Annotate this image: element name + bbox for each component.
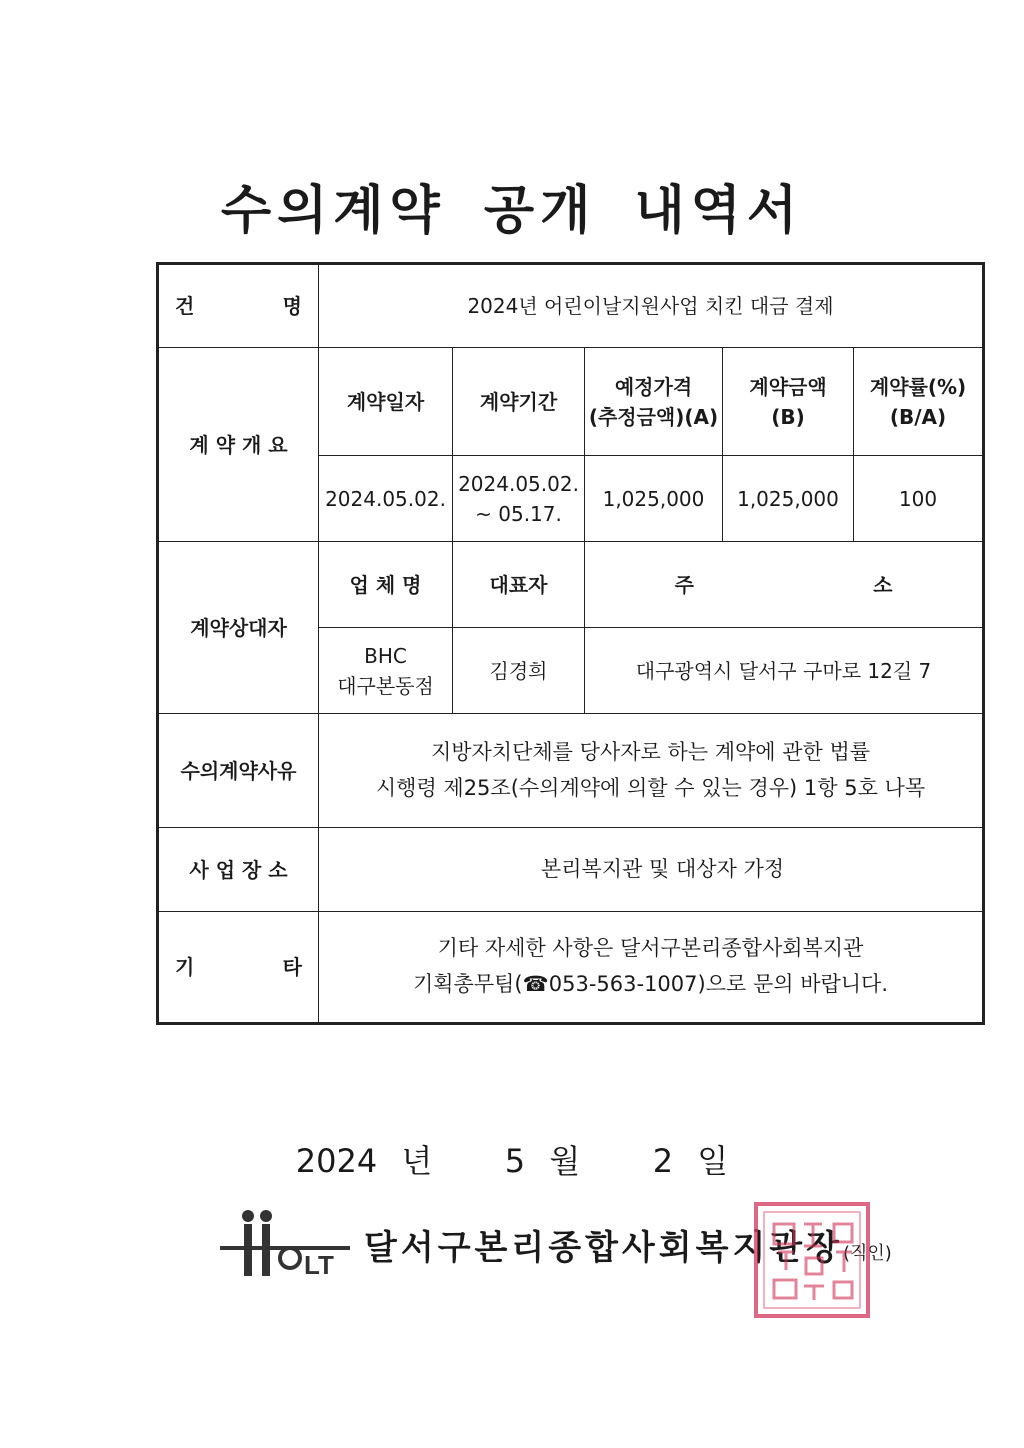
- label-contract-overview: 계 약 개 요: [158, 348, 319, 542]
- label-char: 명: [282, 294, 302, 318]
- contract-name-value: 2024년 어린이날지원사업 치킨 대금 결제: [319, 264, 984, 348]
- organization-name: 달서구본리종합사회복지관장: [364, 1228, 843, 1268]
- svg-text:LT: LT: [304, 1250, 334, 1280]
- header-address: [585, 542, 984, 628]
- label-etc: [158, 912, 319, 1024]
- issue-date: 2024 년 5 월 2 일: [295, 1142, 729, 1180]
- label-counterparty: 계약상대자: [158, 542, 319, 714]
- header-contract-date: 계약일자: [319, 348, 453, 456]
- value-reason: 지방자치단체를 당사자로 하는 계약에 관한 법률 시행령 제25조(수의계약에 의할 수 있는 경우) 1항 5호 나목: [319, 714, 984, 828]
- value-representative: 김경희: [453, 628, 585, 714]
- row-contract-name: [158, 264, 984, 348]
- row-etc: [158, 912, 984, 1024]
- value-contract-rate: 100: [854, 456, 984, 542]
- row-reason: [158, 714, 984, 828]
- value-etc: 기타 자세한 사항은 달서구본리종합사회복지관 기획총무팀(☎053-563-1007)으로 문의 바랍니다.: [319, 912, 984, 1024]
- label-contract-name: [158, 264, 319, 348]
- row-overview-headers: [158, 348, 984, 456]
- header-contract-amount: 계약금액 (B): [723, 348, 854, 456]
- header-company-name: 업 체 명: [319, 542, 453, 628]
- official-seal-stamp: [752, 1200, 872, 1320]
- header-contract-period: 계약기간: [453, 348, 585, 456]
- contract-table: [156, 262, 985, 1025]
- value-contract-amount: 1,025,000: [723, 456, 854, 542]
- seal-note: (직인): [842, 1243, 892, 1264]
- header-contract-rate: 계약률(%) (B/A): [854, 348, 984, 456]
- header-address-char: 주: [674, 572, 694, 597]
- value-company-name: BHC 대구본동점: [319, 628, 453, 714]
- value-contract-date: 2024.05.02.: [319, 456, 453, 542]
- header-estimated-price: 예정가격 (추정금액)(A): [585, 348, 723, 456]
- document-title: 수의계약 공개 내역서: [220, 181, 804, 241]
- value-contract-period: 2024.05.02. ~ 05.17.: [453, 456, 585, 542]
- header-address-char: 소: [873, 572, 893, 597]
- row-counterparty-headers: [158, 542, 984, 628]
- holt-logo: [220, 1210, 350, 1280]
- value-business-place: 본리복지관 및 대상자 가정: [319, 828, 984, 912]
- label-reason: 수의계약사유: [158, 714, 319, 828]
- header-representative: 대표자: [453, 542, 585, 628]
- label-business-place: 사 업 장 소: [158, 828, 319, 912]
- row-place: [158, 828, 984, 912]
- label-char: 기: [175, 955, 195, 979]
- label-char: 타: [282, 955, 302, 979]
- value-address: 대구광역시 달서구 구마로 12길 7: [585, 628, 984, 714]
- label-char: 건: [175, 294, 195, 318]
- value-estimated-price: 1,025,000: [585, 456, 723, 542]
